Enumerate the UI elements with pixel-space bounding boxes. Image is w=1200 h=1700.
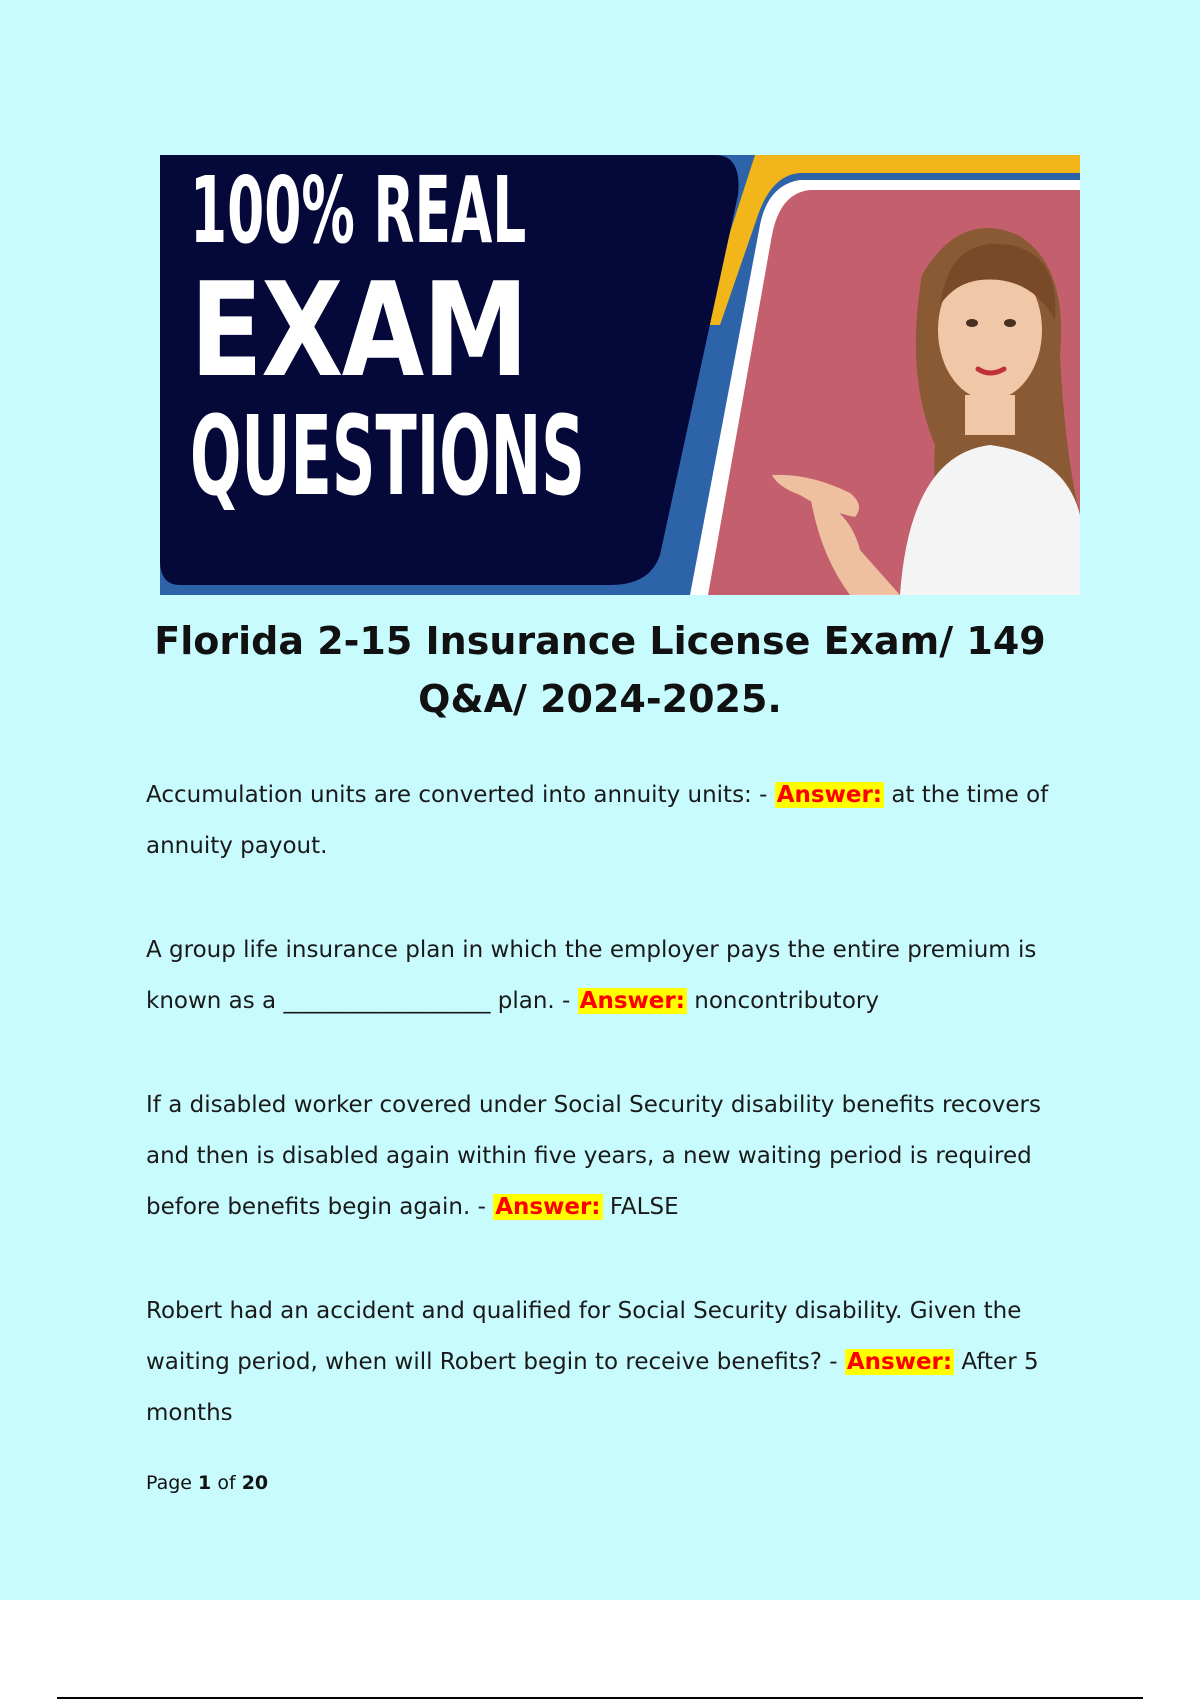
page-number-total: 20 (241, 1472, 269, 1494)
footer-divider (57, 1697, 1143, 1699)
answer-text: at the time of annuity payout. (146, 782, 1049, 859)
banner-line-2: EXAM (190, 254, 528, 406)
answer-text: After 5 months (146, 1349, 1039, 1426)
page-number-of: of (217, 1472, 236, 1494)
qa-list (146, 770, 1086, 1492)
qa-item (146, 770, 1086, 872)
answer-label: Answer: (579, 988, 685, 1014)
title-line-1: Florida 2-15 Insurance License Exam/ 149 (154, 619, 1046, 663)
answer-label: Answer: (776, 782, 882, 808)
banner-headline (190, 157, 610, 520)
qa-item (146, 1080, 1086, 1233)
exam-questions-banner (160, 155, 1080, 595)
answer-label: Answer: (495, 1194, 601, 1220)
title-line-2: Q&A/ 2024-2025. (418, 677, 782, 721)
question-text: If a disabled worker covered under Social Security disability benefits recovers and then is disabled again within five years, a new waiting period is required before benefits begin again. - (146, 1092, 1041, 1220)
answer-text: FALSE (609, 1194, 679, 1220)
page-number-prefix: Page (146, 1472, 192, 1494)
answer-text: noncontributory (694, 988, 879, 1014)
question-text: Robert had an accident and qualified for Social Security disability. Given the waiting period, when will Robert begin to receive benefits? - (146, 1298, 1022, 1375)
answer-label: Answer: (846, 1349, 953, 1375)
question-text: Accumulation units are converted into annuity units: - (146, 782, 768, 808)
page-number (146, 1472, 268, 1494)
question-text: A group life insurance plan in which the employer pays the entire premium is known as a __________________ plan. - (146, 937, 1037, 1014)
banner-line-1: 100% REAL (190, 157, 527, 264)
page-number-current: 1 (198, 1472, 212, 1494)
banner-line-3: QUESTIONS (190, 392, 585, 520)
qa-item (146, 1286, 1086, 1439)
qa-item (146, 925, 1086, 1027)
document-title (100, 612, 1100, 728)
